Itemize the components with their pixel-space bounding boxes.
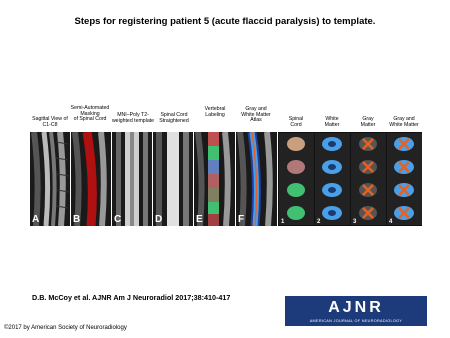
grid-label-gray-white: Gray and White Matter: [389, 116, 419, 128]
column-label-f: Gray and White Matter Atlas: [241, 106, 271, 124]
grid-label-spinal-cord: Spinal Cord: [288, 116, 304, 128]
masked-cord-image: [71, 132, 111, 226]
axial-slice-grid: [278, 132, 422, 226]
panel-e-vertebral-labeling: [194, 132, 235, 226]
grid-number-4: 4: [389, 219, 393, 225]
logo-subtitle: AMERICAN JOURNAL OF NEURORADIOLOGY: [309, 319, 403, 323]
grid-number-1: 1: [281, 219, 285, 225]
grid-label-gray-matter: Gray Matter: [360, 116, 376, 128]
column-label-a: Sagittal View of C1-C8: [32, 116, 68, 128]
column-label-b: Semi-Automated Masking of Spinal Cord: [70, 105, 110, 123]
axial-cell-cord-1: [279, 133, 314, 156]
sagittal-mri-image: [30, 132, 70, 226]
panel-letter-e: E: [196, 214, 203, 225]
grid-label-white-matter: White Matter: [324, 116, 340, 128]
ajnr-logo[interactable]: [285, 296, 427, 326]
grid-number-3: 3: [353, 219, 357, 225]
citation: D.B. McCoy et al. AJNR Am J Neuroradiol 2017;38:410-417: [32, 293, 231, 302]
axial-cell-gray-1: [351, 133, 386, 156]
logo-text: AJNR: [328, 299, 384, 316]
figure-title: Steps for registering patient 5 (acute flaccid paralysis) to template.: [74, 16, 376, 27]
axial-cell-gray-2: [351, 156, 386, 179]
panel-letter-c: C: [114, 214, 122, 225]
copyright-notice: ©2017 by American Society of Neuroradiology: [4, 325, 127, 331]
panel-f-atlas: [236, 132, 277, 226]
axial-cell-white-2: [315, 156, 350, 179]
panel-letter-b: B: [73, 214, 81, 225]
panel-letter-f: F: [238, 214, 245, 225]
axial-cell-combined-2: [387, 156, 422, 179]
figure: [30, 104, 422, 226]
axial-cell-white-3: [315, 179, 350, 202]
grid-number-2: 2: [317, 219, 321, 225]
panel-b-masking: [71, 132, 111, 226]
panel-a-sagittal-view: [30, 132, 70, 226]
atlas-image: [236, 132, 277, 226]
axial-cell-gray-3: [351, 179, 386, 202]
vertebral-labeling-image: [194, 132, 235, 226]
panel-letter-a: A: [32, 214, 40, 225]
column-label-e: Vertebral Labeling: [204, 106, 226, 118]
axial-cell-combined-1: [387, 133, 422, 156]
column-label-c: MNI–Poly T2- weighted template: [111, 112, 155, 124]
straightened-cord-image: [153, 132, 193, 226]
panel-letter-d: D: [155, 214, 163, 225]
axial-cell-cord-3: [279, 179, 314, 202]
column-label-d: Spinal Cord Straightened: [159, 112, 189, 124]
axial-cell-combined-3: [387, 179, 422, 202]
axial-cell-cord-2: [279, 156, 314, 179]
panel-d-straightened: [153, 132, 193, 226]
template-image: [112, 132, 152, 226]
panel-c-template: [112, 132, 152, 226]
axial-cell-white-1: [315, 133, 350, 156]
